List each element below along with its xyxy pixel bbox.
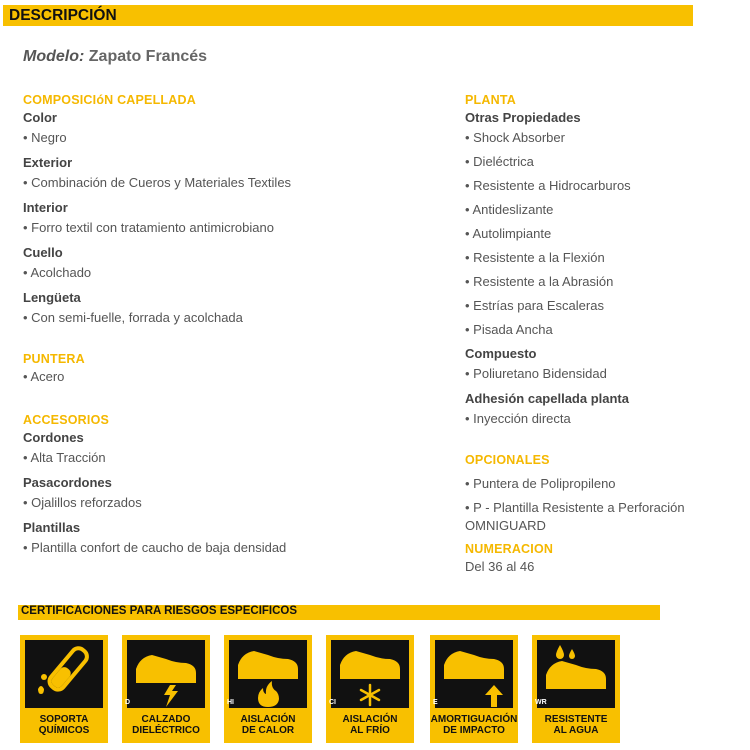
badge-code: E — [433, 699, 438, 706]
left-column — [23, 92, 443, 563]
badge-label-line2: DE IMPACTO — [443, 725, 505, 736]
list-item: • Pisada Ancha — [465, 322, 553, 337]
value-pasacordones: • Ojalillos reforzados — [23, 495, 142, 510]
label-lengueta: Lengüeta — [23, 290, 81, 305]
label-adhesion: Adhesión capellada planta — [465, 391, 629, 406]
list-item: • Resistente a la Abrasión — [465, 274, 614, 289]
model-value: Zapato Francés — [88, 48, 208, 65]
right-column — [465, 92, 745, 577]
section-title-accesorios: ACCESORIOS — [23, 413, 110, 427]
badge-label-line1: RESISTENTE — [544, 714, 608, 725]
model-line — [23, 48, 207, 66]
list-item: • Resistente a Hidrocarburos — [465, 178, 631, 193]
label-cordones: Cordones — [23, 430, 84, 445]
shoe-snowflake-icon — [326, 635, 414, 713]
badge-label-line2: DIELÉCTRICO — [132, 725, 200, 736]
opcional-item: • Puntera de Polipropileno — [465, 476, 616, 491]
certificaciones-bar — [18, 605, 660, 620]
list-item: • Antideslizante — [465, 202, 554, 217]
badge-label-line2: AL AGUA — [553, 725, 599, 736]
label-pasacordones: Pasacordones — [23, 475, 112, 490]
page-title: DESCRIPCIÓN — [9, 7, 117, 24]
badge-code: CI — [329, 699, 336, 706]
badge-label-line1: CALZADO — [141, 714, 191, 725]
model-label: Modelo: — [23, 48, 85, 65]
value-interior: • Forro textil con tratamiento antimicrobiano — [23, 220, 274, 235]
badge-aislacion-calor — [224, 635, 312, 743]
value-exterior: • Combinación de Cueros y Materiales Textiles — [23, 175, 292, 190]
badge-label-line1: AISLACIÓN — [342, 714, 398, 725]
badge-code: HI — [227, 699, 234, 706]
badge-label — [532, 714, 620, 736]
value-adhesion: • Inyección directa — [465, 411, 571, 426]
value-puntera: • Acero — [23, 369, 65, 384]
value-cordones: • Alta Tracción — [23, 450, 106, 465]
certificaciones-title: CERTIFICACIONES PARA RIESGOS ESPECIFICOS — [21, 605, 298, 617]
badge-label — [224, 714, 312, 736]
header-bar — [3, 5, 693, 26]
badge-code: D — [125, 699, 131, 706]
list-item: • Shock Absorber — [465, 130, 565, 145]
section-title-planta: PLANTA — [465, 93, 516, 107]
label-interior: Interior — [23, 200, 68, 215]
label-compuesto: Compuesto — [465, 346, 537, 361]
section-title-numeracion: NUMERACION — [465, 542, 554, 556]
opcional-item: • P - Plantilla Resistente a Perforación OMNIGUARD — [465, 500, 685, 533]
label-otras-propiedades: Otras Propiedades — [465, 110, 581, 125]
shoe-impact-icon — [430, 635, 518, 713]
list-item: • Autolimpiante — [465, 226, 552, 241]
list-otras-propiedades — [465, 128, 745, 344]
badge-label-line2: DE CALOR — [241, 725, 295, 736]
label-plantillas: Plantillas — [23, 520, 81, 535]
badge-label-line2: AL FRÍO — [350, 725, 390, 736]
shoe-fire-icon — [224, 635, 312, 713]
chemical-icon — [20, 635, 108, 713]
value-lengueta: • Con semi-fuelle, forrada y acolchada — [23, 310, 243, 325]
value-cuello: • Acolchado — [23, 265, 92, 280]
shoe-lightning-icon — [122, 635, 210, 713]
badge-amortiguacion-impacto — [430, 635, 518, 743]
badge-label — [326, 714, 414, 736]
label-color: Color — [23, 110, 57, 125]
badge-resistente-agua — [532, 635, 620, 743]
list-item: • Resistente a la Flexión — [465, 250, 605, 265]
section-title-composicion: COMPOSICIóN CAPELLADA — [23, 93, 196, 107]
value-compuesto: • Poliuretano Bidensidad — [465, 366, 607, 381]
badge-label-line2: QUÍMICOS — [38, 725, 90, 736]
value-numeracion: Del 36 al 46 — [465, 559, 535, 574]
list-item: • Estrías para Escaleras — [465, 298, 604, 313]
value-color: • Negro — [23, 130, 67, 145]
label-cuello: Cuello — [23, 245, 63, 260]
badge-label-line1: AISLACIÓN — [240, 714, 296, 725]
label-exterior: Exterior — [23, 155, 73, 170]
section-title-opcionales: OPCIONALES — [465, 453, 550, 467]
badge-code: WR — [535, 699, 547, 706]
badge-label — [430, 714, 518, 736]
badge-soporta-quimicos — [20, 635, 108, 743]
value-plantillas: • Plantilla confort de caucho de baja densidad — [23, 540, 287, 555]
badge-label — [20, 714, 108, 736]
list-item: • Dieléctrica — [465, 154, 534, 169]
badge-calzado-dielectrico — [122, 635, 210, 743]
badge-label-line1: AMORTIGUACIÓN — [430, 714, 518, 725]
badge-aislacion-frio — [326, 635, 414, 743]
badge-label — [122, 714, 210, 736]
section-title-puntera: PUNTERA — [23, 352, 85, 366]
badge-label-line1: SOPORTA — [39, 714, 89, 725]
